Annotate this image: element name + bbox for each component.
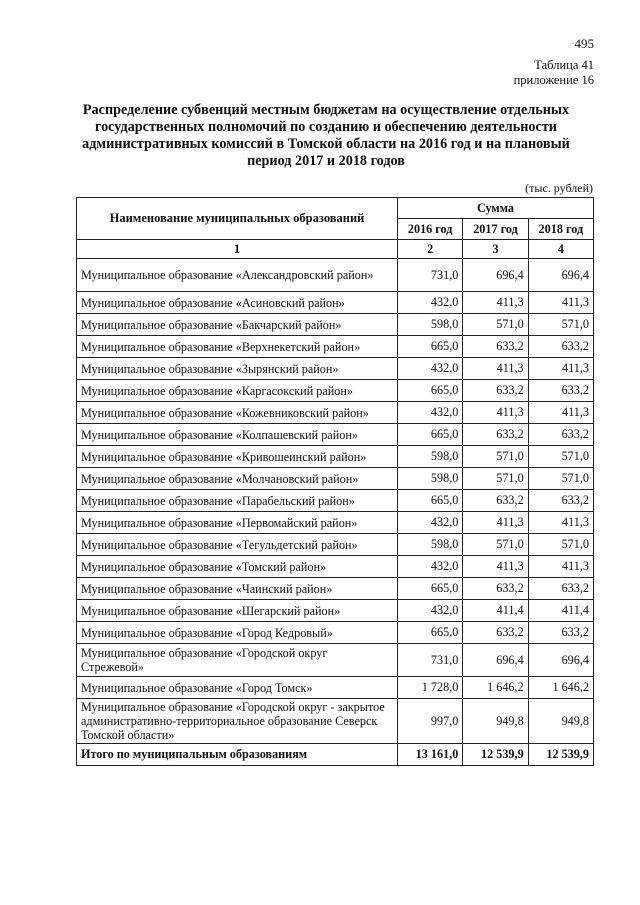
table-row [77, 336, 594, 358]
value-2018: 633,2 [528, 380, 593, 402]
table-row [77, 490, 594, 512]
municipality-name: Муниципальное образование «Первомайский район» [77, 512, 398, 534]
value-2016: 432,0 [398, 402, 463, 424]
value-2018: 411,3 [528, 358, 593, 380]
table-row [77, 292, 594, 314]
municipality-name: Муниципальное образование «Молчановский район» [77, 468, 398, 490]
value-2018: 411,3 [528, 402, 593, 424]
header-row [77, 198, 594, 219]
municipality-name: Муниципальное образование «Город Томск» [77, 677, 398, 699]
value-2018: 1 646,2 [528, 677, 593, 699]
municipality-name: Муниципальное образование «Асиновский район» [77, 292, 398, 314]
value-2017: 411,3 [463, 512, 528, 534]
total-row [77, 744, 594, 766]
value-2016: 432,0 [398, 556, 463, 578]
value-2018: 571,0 [528, 468, 593, 490]
value-2018: 411,3 [528, 292, 593, 314]
value-2016: 432,0 [398, 292, 463, 314]
value-2017: 633,2 [463, 490, 528, 512]
subsidy-table [76, 197, 594, 766]
value-2017: 571,0 [463, 446, 528, 468]
value-2018: 633,2 [528, 336, 593, 358]
table-row [77, 556, 594, 578]
value-2018: 949,8 [528, 699, 593, 744]
value-2016: 665,0 [398, 490, 463, 512]
value-2017: 633,2 [463, 380, 528, 402]
table-row [77, 534, 594, 556]
value-2016: 598,0 [398, 468, 463, 490]
value-2016: 1 728,0 [398, 677, 463, 699]
table-row [77, 259, 594, 292]
value-2018: 571,0 [528, 534, 593, 556]
table-label: Таблица 41 [534, 58, 594, 72]
value-2016: 731,0 [398, 644, 463, 677]
municipality-name: Муниципальное образование «Город Кедровый» [77, 622, 398, 644]
value-2018: 411,3 [528, 556, 593, 578]
table-row [77, 402, 594, 424]
table-row [77, 446, 594, 468]
value-2016: 665,0 [398, 424, 463, 446]
total-2017: 12 539,9 [463, 744, 528, 766]
value-2017: 949,8 [463, 699, 528, 744]
value-2017: 411,3 [463, 358, 528, 380]
municipality-name: Муниципальное образование «Каргасокский район» [77, 380, 398, 402]
header-year-2018: 2018 год [528, 219, 593, 240]
value-2018: 411,4 [528, 600, 593, 622]
value-2017: 1 646,2 [463, 677, 528, 699]
value-2016: 598,0 [398, 534, 463, 556]
municipality-name: Муниципальное образование «Кривошеинский район» [77, 446, 398, 468]
value-2018: 411,3 [528, 512, 593, 534]
value-2018: 571,0 [528, 314, 593, 336]
value-2016: 432,0 [398, 600, 463, 622]
column-index: 4 [528, 240, 593, 259]
header-year-2016: 2016 год [398, 219, 463, 240]
value-2018: 633,2 [528, 622, 593, 644]
value-2016: 598,0 [398, 446, 463, 468]
value-2016: 665,0 [398, 622, 463, 644]
municipality-name: Муниципальное образование «Чаинский район» [77, 578, 398, 600]
total-2018: 12 539,9 [528, 744, 593, 766]
table-label-block [514, 58, 594, 88]
municipality-name: Муниципальное образование «Парабельский район» [77, 490, 398, 512]
table-row [77, 314, 594, 336]
units-label: (тыс. рублей) [525, 181, 593, 195]
value-2016: 432,0 [398, 358, 463, 380]
value-2017: 633,2 [463, 578, 528, 600]
value-2016: 665,0 [398, 578, 463, 600]
table-row [77, 699, 594, 744]
table-row [77, 578, 594, 600]
column-index: 2 [398, 240, 463, 259]
table-row [77, 380, 594, 402]
municipality-name: Муниципальное образование «Зырянский район» [77, 358, 398, 380]
municipality-name: Муниципальное образование «Городской округ Стрежевой» [77, 644, 398, 677]
total-2016: 13 161,0 [398, 744, 463, 766]
table-row [77, 677, 594, 699]
table-row [77, 468, 594, 490]
value-2018: 571,0 [528, 446, 593, 468]
header-year-2017: 2017 год [463, 219, 528, 240]
municipality-name: Муниципальное образование «Тегульдетский район» [77, 534, 398, 556]
municipality-name: Муниципальное образование «Шегарский район» [77, 600, 398, 622]
municipality-name: Муниципальное образование «Александровский район» [77, 259, 398, 292]
value-2016: 432,0 [398, 512, 463, 534]
value-2017: 571,0 [463, 314, 528, 336]
appendix-label: приложение 16 [513, 73, 594, 87]
value-2016: 598,0 [398, 314, 463, 336]
value-2017: 411,3 [463, 402, 528, 424]
value-2017: 633,2 [463, 622, 528, 644]
municipality-name: Муниципальное образование «Верхнекетский район» [77, 336, 398, 358]
table-row [77, 424, 594, 446]
value-2017: 571,0 [463, 534, 528, 556]
municipality-name: Муниципальное образование «Городской округ - закрытое административно-территориальное образование Северск Томской области» [77, 699, 398, 744]
municipality-name: Муниципальное образование «Томский район» [77, 556, 398, 578]
column-index-row [77, 240, 594, 259]
table-row [77, 622, 594, 644]
value-2018: 696,4 [528, 259, 593, 292]
value-2017: 696,4 [463, 259, 528, 292]
value-2017: 571,0 [463, 468, 528, 490]
value-2017: 411,3 [463, 292, 528, 314]
document-title: Распределение субвенций местным бюджетам на осуществление отдельных государственных полномочий по созданию и обеспечению деятельности административных комиссий в Томской области на 2016 год и на плановый период 2017 и 2018 годов [82, 102, 570, 169]
table-row [77, 644, 594, 677]
header-sum: Сумма [398, 198, 594, 219]
table-row [77, 600, 594, 622]
value-2017: 633,2 [463, 424, 528, 446]
value-2018: 633,2 [528, 424, 593, 446]
value-2018: 633,2 [528, 490, 593, 512]
column-index: 1 [77, 240, 398, 259]
value-2018: 696,4 [528, 644, 593, 677]
table-row [77, 358, 594, 380]
value-2017: 411,3 [463, 556, 528, 578]
value-2017: 411,4 [463, 600, 528, 622]
column-index: 3 [463, 240, 528, 259]
header-name: Наименование муниципальных образований [77, 198, 398, 240]
municipality-name: Муниципальное образование «Бакчарский район» [77, 314, 398, 336]
value-2018: 633,2 [528, 578, 593, 600]
municipality-name: Муниципальное образование «Кожевниковский район» [77, 402, 398, 424]
value-2017: 633,2 [463, 336, 528, 358]
total-label: Итого по муниципальным образованиям [77, 744, 398, 766]
municipality-name: Муниципальное образование «Колпашевский район» [77, 424, 398, 446]
value-2016: 997,0 [398, 699, 463, 744]
page-number: 495 [574, 36, 594, 51]
table-row [77, 512, 594, 534]
value-2017: 696,4 [463, 644, 528, 677]
value-2016: 665,0 [398, 336, 463, 358]
value-2016: 731,0 [398, 259, 463, 292]
value-2016: 665,0 [398, 380, 463, 402]
